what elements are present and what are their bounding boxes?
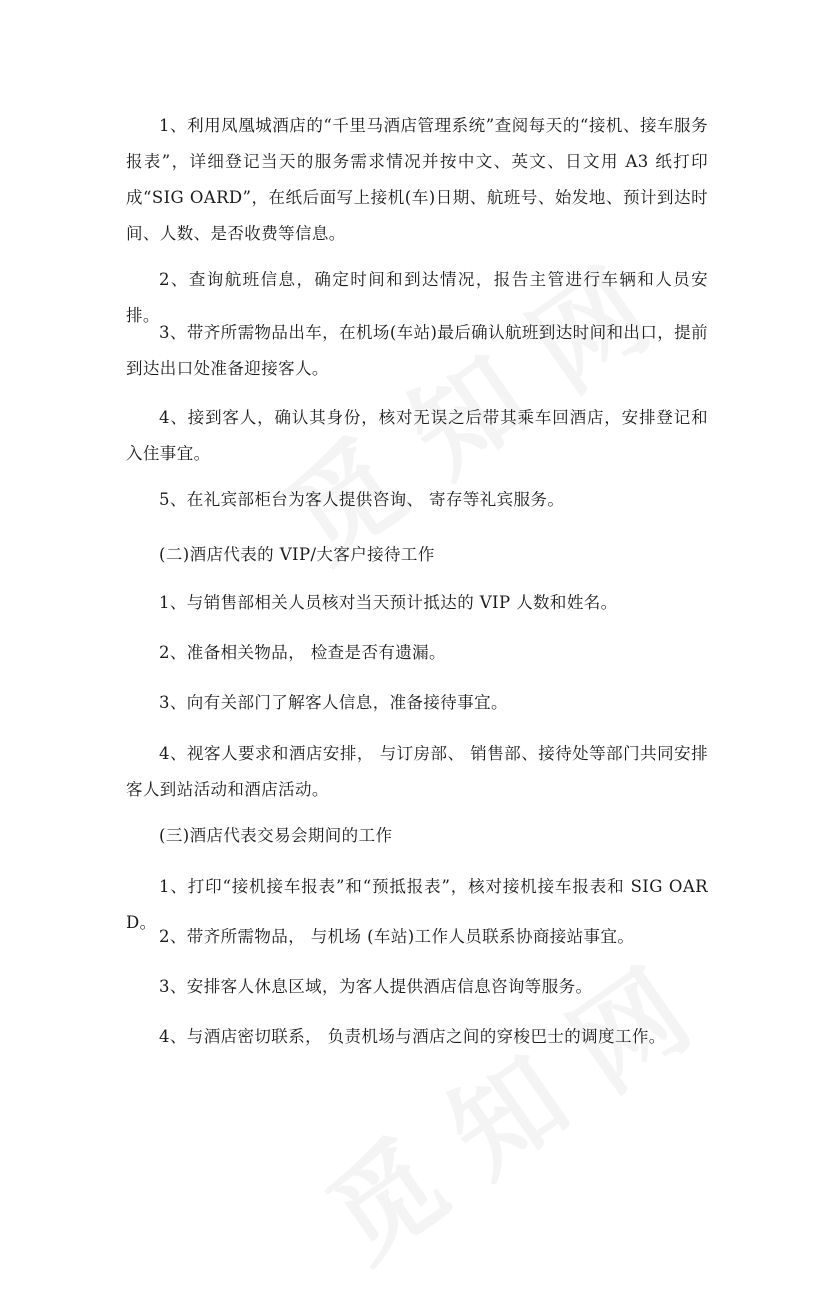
paragraph-8: 3、向有关部门了解客人信息，准备接待事宜。	[159, 693, 508, 712]
paragraph-10: 1、打印“接机接车报表”和“预抵报表”，核对接机接车报表和 SIG OARD。	[126, 877, 708, 932]
paragraph-2: 2、查询航班信息，确定时间和到达情况，报告主管进行车辆和人员安排。	[126, 270, 708, 325]
paragraph-5: 5、在礼宾部柜台为客人提供咨询、 寄存等礼宾服务。	[159, 490, 565, 509]
paragraph-7: 2、准备相关物品， 检查是否有遗漏。	[159, 643, 446, 662]
paragraph-3: 3、带齐所需物品出车，在机场(车站)最后确认航班到达时间和出口，提前到达出口处准备迎接客人。	[126, 323, 708, 378]
section-heading-3: (三)酒店代表交易会期间的工作	[159, 826, 393, 845]
paragraph-4: 4、接到客人，确认其身份，核对无误之后带其乘车回酒店，安排登记和入住事宜。	[126, 408, 708, 463]
paragraph-13: 4、与酒店密切联系， 负责机场与酒店之间的穿梭巴士的调度工作。	[159, 1027, 666, 1046]
paragraph-11: 2、带齐所需物品， 与机场 (车站)工作人员联系协商接站事宜。	[159, 927, 635, 946]
paragraph-6: 1、与销售部相关人员核对当天预计抵达的 VIP 人数和姓名。	[159, 593, 618, 612]
paragraph-9: 4、视客人要求和酒店安排， 与订房部、 销售部、接待处等部门共同安排客人到站活动和酒店活动。	[126, 744, 708, 799]
section-heading-2: (二)酒店代表的 VIP/大客户接待工作	[159, 545, 435, 564]
paragraph-12: 3、安排客人休息区域，为客人提供酒店信息咨询等服务。	[159, 977, 593, 996]
paragraph-1: 1、利用凤凰城酒店的“千里马酒店管理系统”查阅每天的“接机、接车服务报表”，详细登记当天的服务需求情况并按中文、英文、日文用 A3 纸打印成“SIG OARD”，在纸后面写上接机(车)日期、航班号、始发地、预计到达时间、人数、是否收费等信息。	[126, 116, 708, 243]
